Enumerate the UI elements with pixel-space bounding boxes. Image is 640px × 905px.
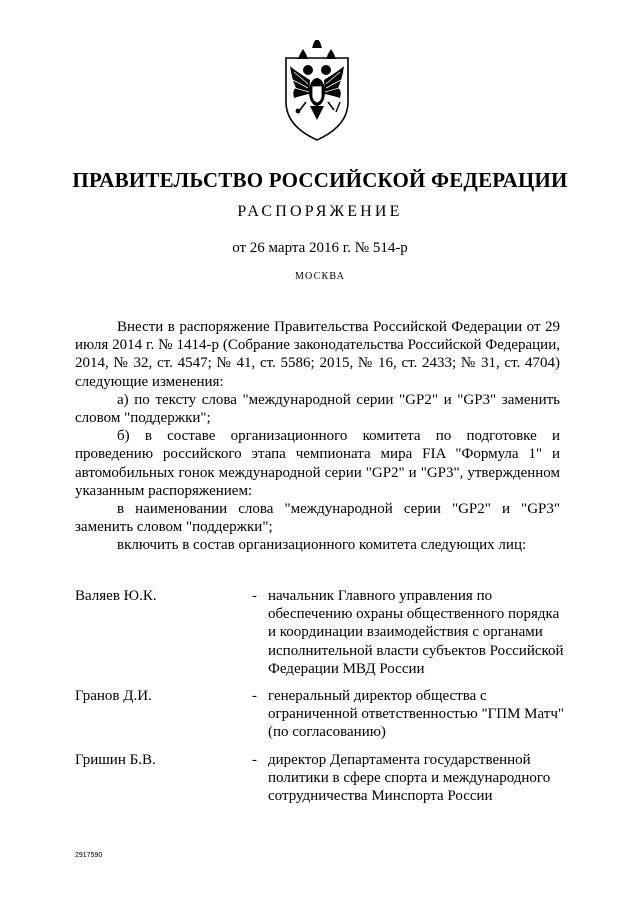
member-entry <box>75 587 565 687</box>
document-code: 2917590 <box>75 852 103 859</box>
member-name: Гранов Д.И. <box>75 688 152 704</box>
member-name: Валяев Ю.К. <box>75 588 157 604</box>
committee-members-list <box>75 587 565 811</box>
member-name: Гришин Б.В. <box>75 752 156 768</box>
member-entry <box>75 687 565 751</box>
member-role: начальник Главного управления по обеспечению охраны общественного порядка и координации взаимодействия с органами исполнительной власти субъектов Российской Федерации МВД России <box>268 588 564 677</box>
body-paragraph: включить в состав организационного комитета следующих лиц: <box>117 537 527 554</box>
member-dash: - <box>252 688 257 704</box>
document-date-number: от 26 марта 2016 г. № 514-р <box>232 240 408 256</box>
russian-coat-of-arms-icon <box>270 40 364 142</box>
body-paragraph: а) по тексту слова "международной серии "GP2" и "GP3" заменить словом "поддержки"; <box>75 391 560 427</box>
body-paragraph: б) в составе организационного комитета по подготовке и проведению российского этапа чемпионата мира FIA "Формула 1" и автомобильных гонок международной серии "GP2" и "GP3", утвержденном указанным распоряжением: <box>75 428 560 499</box>
document-body <box>75 318 560 555</box>
body-paragraph: в наименовании слова "международной серии "GP2" и "GP3" заменить словом "поддержки"; <box>75 501 560 536</box>
member-dash: - <box>252 588 257 604</box>
member-dash: - <box>252 752 257 768</box>
document-type: РАСПОРЯЖЕНИЕ <box>237 203 403 220</box>
document-city: МОСКВА <box>294 271 346 282</box>
member-role: генеральный директор общества с ограниченной ответственностью "ГПМ Матч" (по согласованию) <box>268 688 564 741</box>
member-role: директор Департамента государственной политики в сфере спорта и международного сотрудничества Минспорта России <box>268 752 551 805</box>
member-entry <box>75 751 565 811</box>
body-paragraph: Внести в распоряжение Правительства Российской Федерации от 29 июля 2014 г. № 1414-р (Собрание законодательства Российской Федерации, 2014, № 32, ст. 4547; № 41, ст. 5586; 2015, № 16, ст. 2433; № 31, ст. 4704) следующие изменения: <box>75 319 560 390</box>
government-title: ПРАВИТЕЛЬСТВО РОССИЙСКОЙ ФЕДЕРАЦИИ <box>72 168 568 192</box>
